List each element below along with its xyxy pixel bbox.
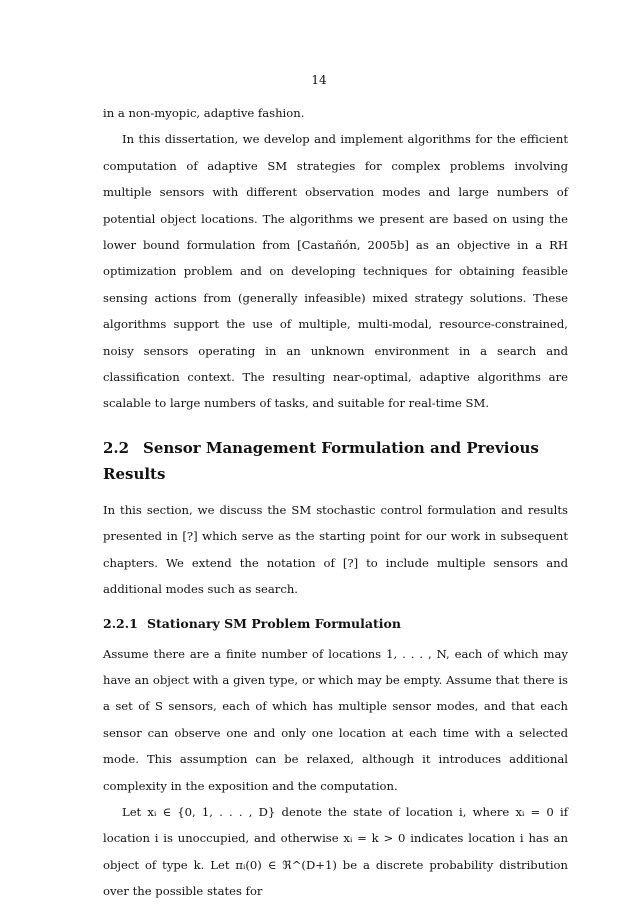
paragraph-dissertation: In this dissertation, we develop and implement algorithms for the efficient computation of adaptive SM strategies for complex problems involving multiple sensors with different observation modes and large numbers of potential object locations. The algorithms we present are based on using the lower bound formulation from [Castañón, 2005b] as an objective in a RH optimization problem and on developing techniques for obtaining feasible sensing actions from (generally infeasible) mixed strategy solutions. These algorithms support the use of multiple, multi-modal, resource-constrained, noisy sensors operating in an unknown environment in a search and classification context. The resulting near-optimal, adaptive algorithms are scalable to large numbers of tasks, and suitable for real-time SM. [103, 132, 568, 411]
paragraph-let: Let xᵢ ∈ {0, 1, . . . , D} denote the state of location i, where xᵢ = 0 if location i is unoccupied, and otherwise xᵢ = k > 0 indicates location i has an object of type k. Let πᵢ(0) ∈ ℜ^(D+1) be a discrete probability distribution over the possible states for [103, 804, 568, 899]
subsection-heading [103, 611, 568, 637]
paragraph-continuation: in a non-myopic, adaptive fashion. [103, 106, 305, 120]
section-heading [103, 435, 568, 487]
page-body [103, 100, 568, 905]
page-number: 14 [311, 73, 327, 87]
section-title: Sensor Management Formulation and Previous Results [103, 438, 539, 483]
subsection-number: 2.2.1 [103, 615, 138, 631]
section-number: 2.2 [103, 438, 130, 457]
paragraph-section-intro: In this section, we discuss the SM stochastic control formulation and results presented in [?] which serve as the starting point for our work in subsequent chapters. We extend the notation of [?] to include multiple sensors and additional modes such as search. [103, 502, 568, 597]
subsection-title: Stationary SM Problem Formulation [147, 615, 401, 631]
paragraph-assume: Assume there are a finite number of locations 1, . . . , N, each of which may have an object with a given type, or which may be empty. Assume that there is a set of S sensors, each of which has multiple sensor modes, and that each sensor can observe one and only one location at each time with a selected mode. This assumption can be relaxed, although it introduces additional complexity in the exposition and the computation. [103, 646, 568, 793]
